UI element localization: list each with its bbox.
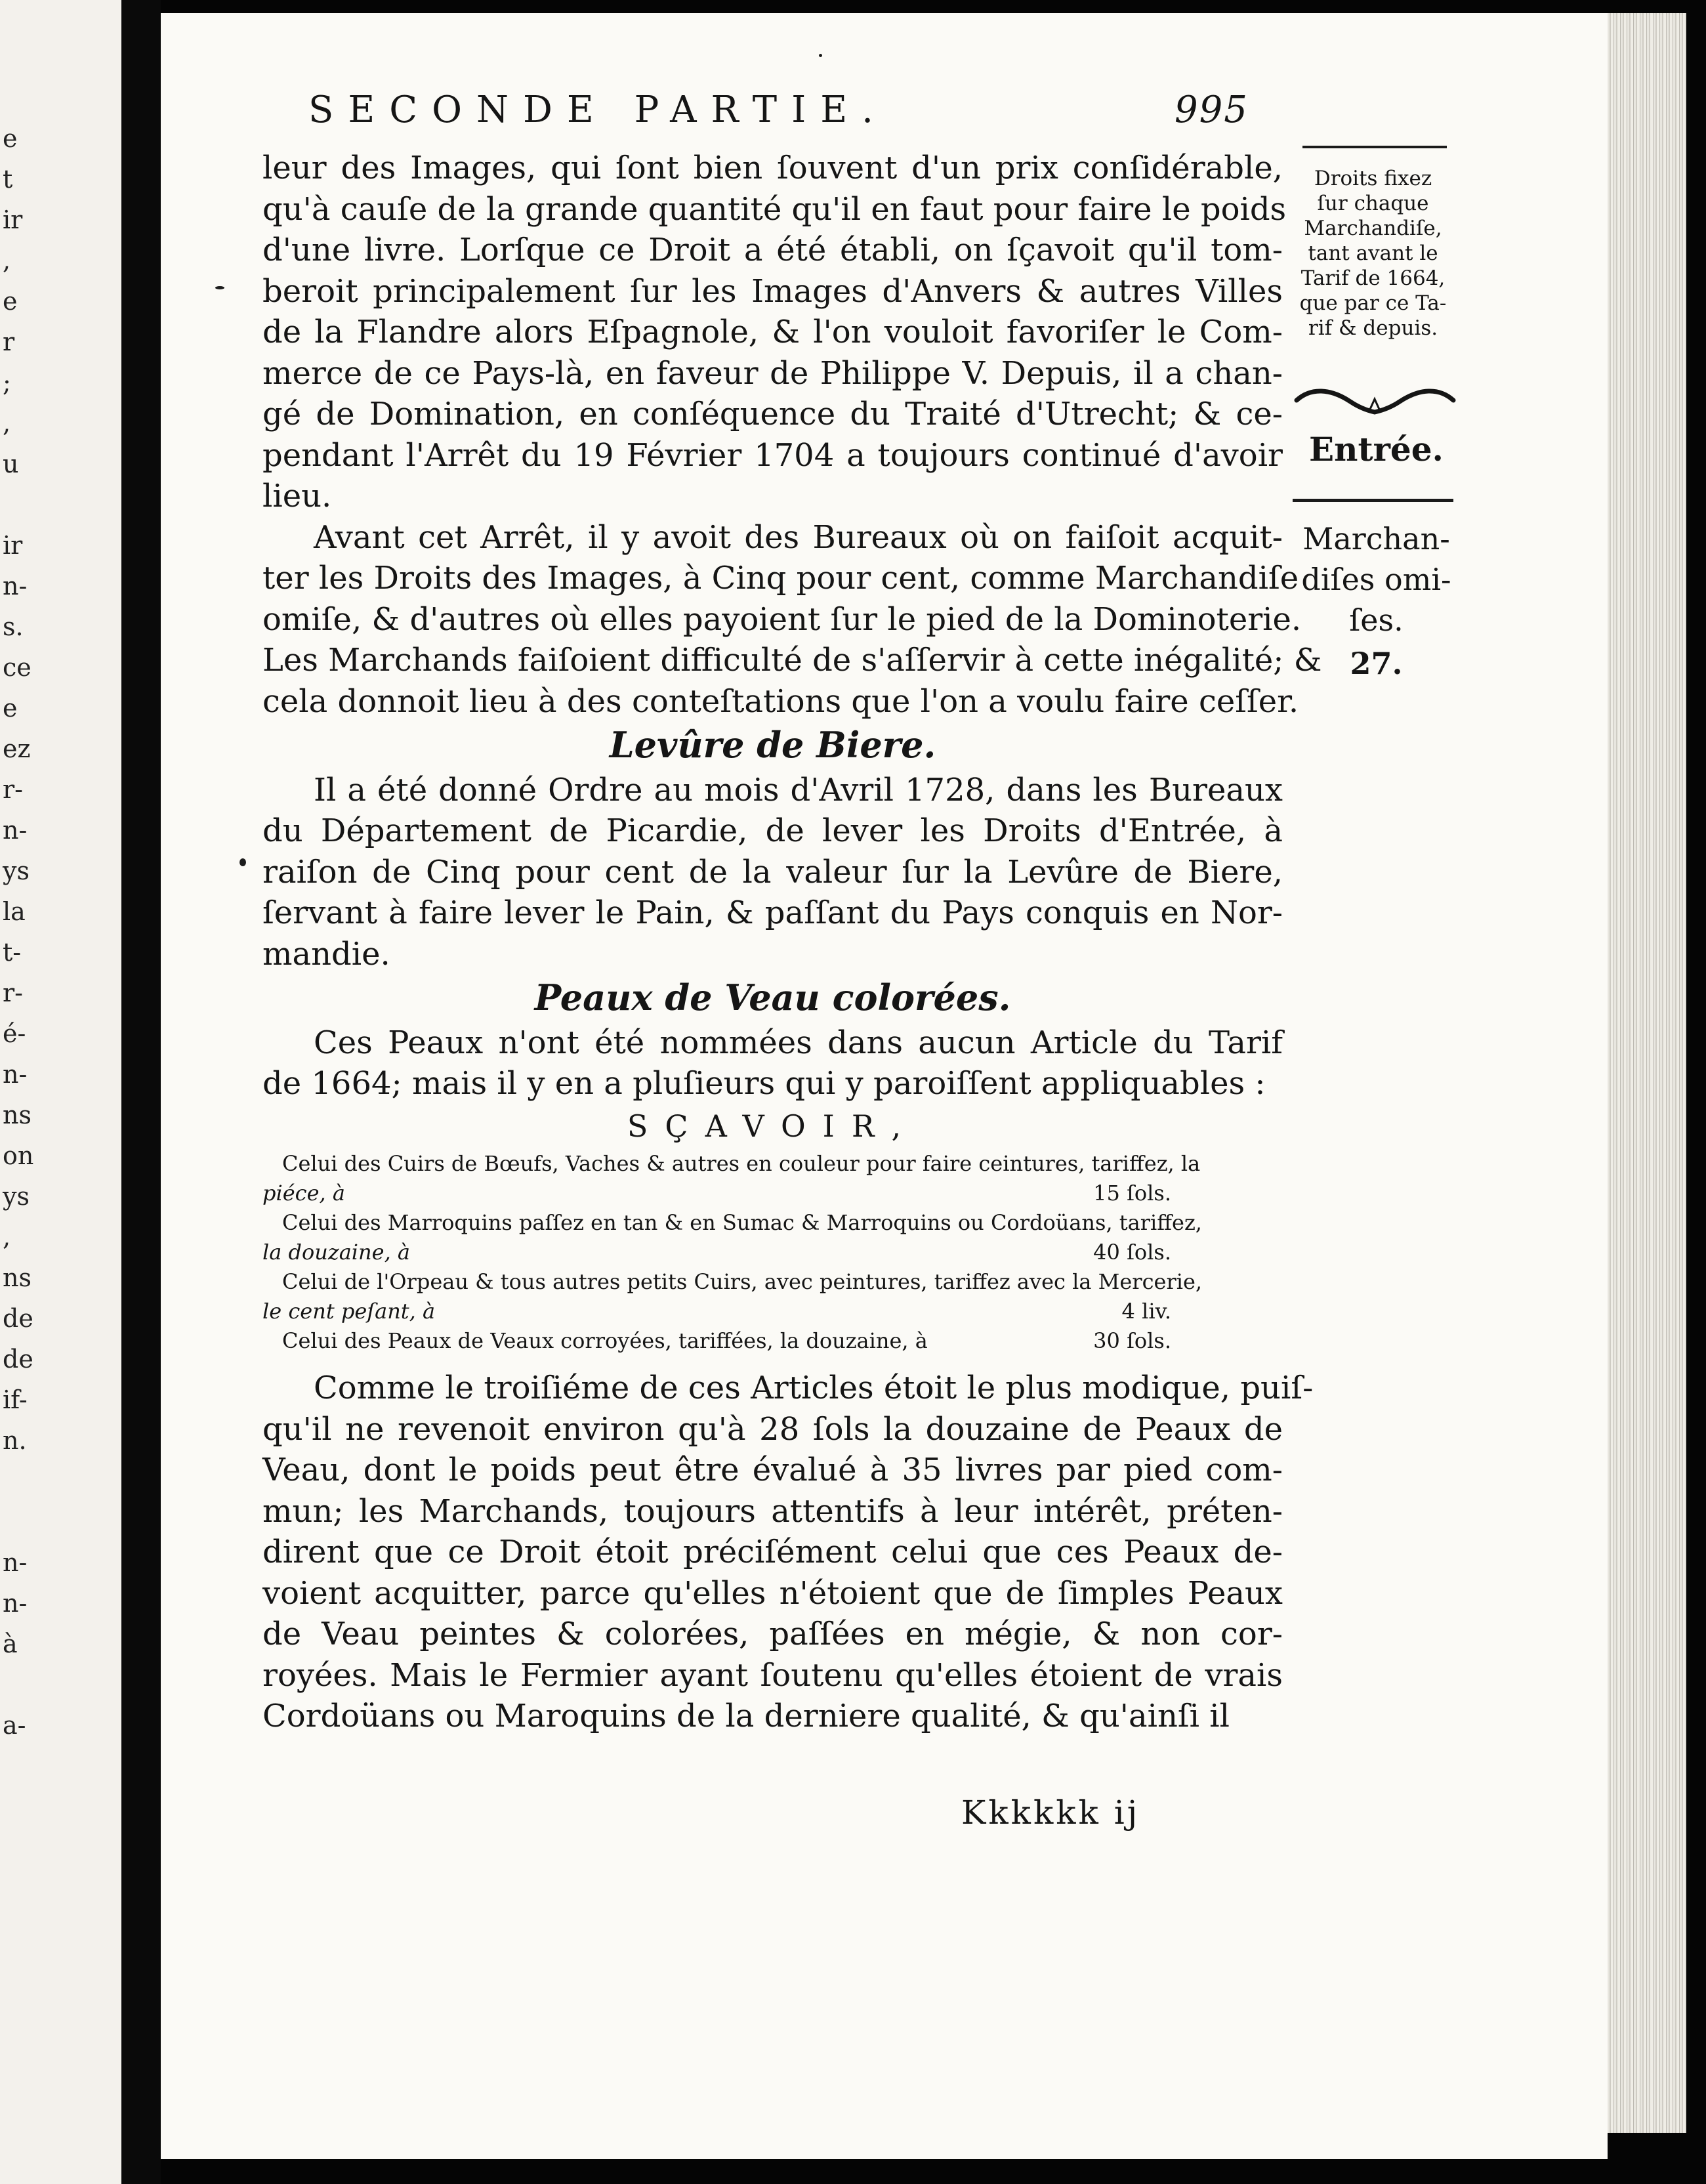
running-title: SECONDE PARTIE. (308, 89, 888, 131)
facing-page-fragment: , (3, 409, 11, 438)
text-line: merce de ce Pays-là, en faveur de Philippe V. Depuis, il a chan- (262, 354, 1283, 392)
text-line: raiſon de Cinq pour cent de la valeur ſur la Levûre de Biere, (262, 853, 1283, 891)
tariff-item (262, 1326, 1283, 1356)
facing-page-fragment: ; (3, 368, 11, 397)
text-line: de la Flandre alors Eſpagnole, & l'on vouloit favoriſer le Com- (262, 314, 1283, 350)
facing-page-fragment: ns (3, 1263, 31, 1292)
tariff-item-unit: la douzaine, à (262, 1240, 410, 1265)
facing-page-fragment: n- (3, 816, 28, 845)
paragraph-comme-le-troisieme (262, 1368, 1314, 1737)
text-line: qu'il ne revenoit environ qu'à 28 ſols la douzaine de Peaux de (262, 1410, 1283, 1448)
text-line: Avant cet Arrêt, il y avoit des Bureaux où on faiſoit acquit- (314, 518, 1283, 556)
text-line: voient acquitter, parce qu'elles n'étoient que de ſimples Peaux (262, 1574, 1283, 1612)
text-line: leur des Images, qui ſont bien ſouvent d'un prix conſidérable, (262, 150, 1283, 186)
flourish-ornament (1291, 386, 1459, 419)
facing-page-fragment: n- (3, 572, 28, 600)
text-line: qu'à cauſe de la grande quantité qu'il en faut pour faire le poids (262, 190, 1287, 228)
book-gutter (121, 0, 161, 2184)
signature-mark: Kkkkkk ij (961, 1794, 1140, 1832)
stray-mark (819, 54, 822, 57)
facing-page-fragment: , (3, 1223, 11, 1251)
facing-page-fragment: n. (3, 1426, 27, 1455)
tariff-item-price: 30 ſols. (1093, 1328, 1171, 1353)
text-line: de 1664; mais il y en a pluſieurs qui y paroiſſent appliquables : (262, 1065, 1266, 1102)
sidenote-rule (1293, 499, 1453, 502)
facing-page-fragment: a- (3, 1711, 26, 1740)
tariff-item (262, 1267, 1283, 1326)
paragraph-levure (262, 770, 1283, 975)
facing-page-fragment: on (3, 1141, 34, 1170)
sidenote-line: rif & depuis. (1308, 316, 1438, 340)
facing-page-fragment: e (3, 694, 18, 723)
sidenote-entree: Entrée. (1309, 430, 1444, 469)
text-line: lieu. (262, 478, 332, 514)
text-line: Cordoüans ou Maroquins de la derniere qualité, & qu'ainſi il (262, 1698, 1230, 1734)
page-number: 995 (1175, 89, 1249, 131)
paragraph-images (262, 148, 1287, 517)
heading-levure-de-biere: Levûre de Biere. (609, 724, 936, 766)
text-line: Il a été donné Ordre au mois d'Avril 1728, dans les Bureaux (314, 771, 1283, 808)
sidenote-line: ſes. (1349, 602, 1404, 638)
text-line: beroit principalement ſur les Images d'Anvers & autres Villes (262, 272, 1283, 310)
facing-page-fragment (0, 1664, 79, 1705)
paragraph-ces-peaux (262, 1022, 1283, 1104)
tariff-item-price: 40 ſols. (1093, 1240, 1171, 1265)
facing-page-fragment: u (3, 450, 19, 478)
facing-page-fragment: ys (3, 1182, 30, 1211)
heading-peaux-de-veau: Peaux de Veau colorées. (534, 976, 1011, 1018)
text-line: royées. Mais le Fermier ayant ſoutenu qu'elles étoient de vrais (262, 1656, 1283, 1694)
facing-page-text-fragments (0, 118, 79, 1890)
tariff-item (262, 1208, 1283, 1267)
facing-page-fragment: r (3, 327, 15, 356)
tariff-item-text: Celui des Cuirs de Bœufs, Vaches & autres en couleur pour faire ceintures, tariffez, la (282, 1151, 1201, 1176)
text-line: omiſe, & d'autres où elles payoient ſur le pied de la Dominoterie. (262, 600, 1302, 638)
facing-page-fragment: , (3, 246, 11, 275)
facing-page-fragment: la (3, 897, 26, 926)
text-line: du Département de Picardie, de lever les Droits d'Entrée, à (262, 812, 1283, 849)
facing-page-fragment: t- (3, 938, 22, 967)
text-line: Comme le troiſiéme de ces Articles étoit le plus modique, puiſ- (314, 1370, 1314, 1406)
tariff-item-unit: le cent peſant, à (262, 1299, 436, 1324)
facing-page-fragment: n- (3, 1548, 28, 1577)
facing-page-strip (0, 0, 121, 2184)
tariff-item-price: 15 ſols. (1093, 1181, 1171, 1206)
stray-mark (239, 858, 246, 866)
tariff-list (262, 1149, 1283, 1356)
tariff-item (262, 1149, 1283, 1208)
book-fore-edge (1608, 13, 1686, 2133)
text-line: mun; les Marchands, toujours attentifs à leur intérêt, préten- (262, 1492, 1283, 1530)
stray-mark (215, 286, 224, 289)
text-line: ſervant à faire lever le Pain, & paſſant du Pays conquis en Nor- (262, 894, 1283, 931)
text-line: ter les Droits des Images, à Cinq pour cent, comme Marchandiſe (262, 560, 1299, 597)
text-line: de Veau peintes & colorées, paſſées en mégie, & non cor- (262, 1616, 1283, 1652)
facing-page-fragment: n- (3, 1060, 28, 1089)
tariff-item-text: Celui des Marroquins paſſez en tan & en Sumac & Marroquins ou Cordoüans, tariffez, (282, 1210, 1202, 1235)
facing-page-fragment: n- (3, 1589, 28, 1618)
facing-page-fragment: ns (3, 1101, 31, 1129)
facing-page-fragment: s. (3, 612, 24, 641)
facing-page-fragment: r- (3, 978, 24, 1007)
text-line: pendant l'Arrêt du 19 Février 1704 a toujours continué d'avoir (262, 436, 1283, 474)
text-line: dirent que ce Droit étoit préciſément celui que ces Peaux de- (262, 1534, 1283, 1570)
body-text (262, 148, 1322, 1737)
sidenote-line: diſes omi- (1301, 562, 1451, 597)
facing-page-fragment: ir (3, 531, 23, 560)
sidenote-line: Droits fixez (1314, 167, 1432, 190)
facing-page-fragment: de (3, 1304, 33, 1333)
facing-page-fragment (0, 1461, 79, 1502)
facing-page-fragment (0, 1502, 79, 1542)
tariff-item-text: Celui de l'Orpeau & tous autres petits Cuirs, avec peintures, tariffez avec la Mercerie, (282, 1269, 1203, 1294)
tariff-item-price: 4 liv. (1121, 1299, 1171, 1324)
facing-page-fragment: de (3, 1345, 33, 1374)
facing-page-fragment: t (3, 165, 13, 194)
text-line: Ces Peaux n'ont été nommées dans aucun Article du Tarif (314, 1024, 1283, 1061)
sidenote-line: tant avant le (1308, 242, 1438, 265)
facing-page-fragment: ir (3, 205, 23, 234)
text-line: gé de Domination, en conſéquence du Traité d'Utrecht; & ce- (262, 396, 1283, 432)
sidenote-line: Marchandiſe, (1304, 217, 1442, 240)
sidenote-line: Tarif de 1664, (1300, 266, 1446, 290)
sidenote-line: que par ce Ta- (1299, 291, 1447, 315)
sidenote-line: Marchan- (1302, 521, 1450, 556)
tariff-item-unit: piéce, à (262, 1181, 345, 1206)
text-line: Les Marchands faiſoient difficulté de s'aſſervir à cette inégalité; & (262, 642, 1322, 679)
facing-page-fragment: if- (3, 1385, 28, 1414)
running-head (308, 89, 1293, 131)
savoir-label: SÇAVOIR, (627, 1108, 919, 1144)
tariff-item-text: Celui des Peaux de Veaux corroyées, tariffées, la douzaine, à (282, 1328, 928, 1353)
sidenote-line: ſur chaque (1317, 192, 1429, 215)
paragraph-avant-cet-arret (262, 517, 1322, 723)
text-line: d'une livre. Lorſque ce Droit a été établi, on ſçavoit qu'il tom- (262, 232, 1283, 268)
facing-page-fragment: ys (3, 856, 30, 885)
text-line: mandie. (262, 935, 390, 973)
text-line: Veau, dont le poids peut être évalué à 35 livres par pied com- (262, 1452, 1283, 1488)
facing-page-fragment: e (3, 287, 18, 316)
facing-page-fragment: e (3, 124, 18, 153)
facing-page-fragment: à (3, 1629, 18, 1658)
text-line: cela donnoit lieu à des conteſtations que l'on a voulu faire ceſſer. (262, 682, 1299, 720)
facing-page-fragment (0, 484, 79, 525)
facing-page-fragment: ce (3, 653, 31, 682)
sidenote-droits-fixez (1293, 166, 1453, 341)
header-rule (1302, 146, 1447, 148)
facing-page-fragment: é- (3, 1019, 26, 1048)
facing-page-fragment: ez (3, 734, 31, 763)
sidenote-number: 27. (1350, 646, 1403, 681)
facing-page-fragment: r- (3, 775, 24, 804)
